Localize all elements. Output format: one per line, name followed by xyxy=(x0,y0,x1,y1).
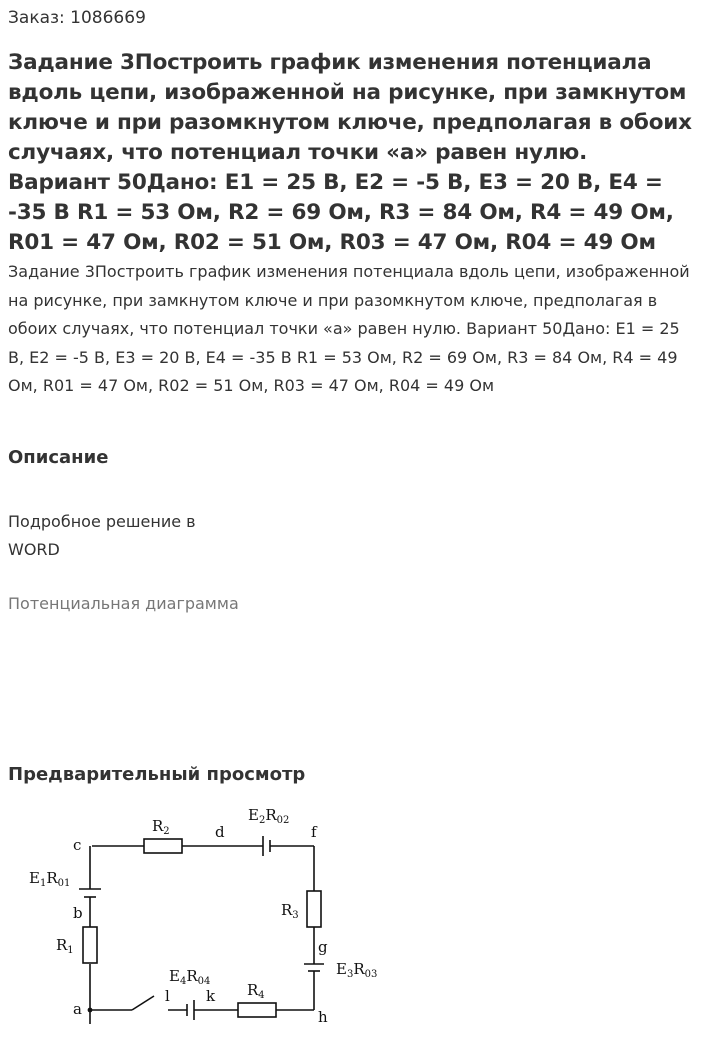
label-r4: $R_4$ xyxy=(247,981,265,1001)
order-number: Заказ: 1086669 xyxy=(8,8,146,28)
resistor-r3 xyxy=(307,891,321,927)
label-e4-r04: $E_4R_{04}$ xyxy=(169,967,211,987)
description-line-1: Подробное решение в xyxy=(8,512,196,531)
node-label-f: f xyxy=(311,823,317,841)
label-r3: $R_3$ xyxy=(281,901,299,921)
description-heading: Описание xyxy=(8,447,109,468)
label-e2-r02: $E_2R_{02}$ xyxy=(248,806,290,826)
node-label-h: h xyxy=(318,1008,328,1026)
label-r2: $R_2$ xyxy=(152,817,170,837)
label-r1: $R_1$ xyxy=(56,936,74,956)
label-e1-r01: $E_1R_{01}$ xyxy=(29,869,71,889)
switch-blade xyxy=(132,996,154,1010)
node-a-dot xyxy=(88,1008,93,1013)
description-muted: Потенциальная диаграмма xyxy=(8,594,239,613)
node-label-a: a xyxy=(73,1000,82,1018)
task-title: Задание 3Построить график изменения потенциала вдоль цепи, изображенной на рисунке, при замкнутом ключе и при разомкнутом ключе, предполагая в обоих случаях, что потенциал точки «а» равен нулю. Вариант 50Дано: E1 = 25 В, E2 = -5 В, E3 = 20 В, E4 = -35 В R1 = 53 Ом, R2 = 69 Ом, R3 = 84 Ом, R4 = 49 Ом, R01 = 47 Ом, R02 = 51 Ом, R03 = 47 Ом, R04 = 49 Ом xyxy=(8,50,692,255)
label-e3-r03: $E_3R_{03}$ xyxy=(336,960,378,980)
node-label-c: c xyxy=(73,836,82,854)
resistor-r2 xyxy=(144,839,182,853)
node-label-l: l xyxy=(165,987,170,1005)
description-line-2: WORD xyxy=(8,540,60,559)
circuit-diagram xyxy=(22,800,378,1030)
node-label-b: b xyxy=(73,904,83,922)
node-label-d: d xyxy=(215,823,225,841)
description-text xyxy=(8,508,196,564)
resistor-r4 xyxy=(238,1003,276,1017)
resistor-r1 xyxy=(83,927,97,963)
node-label-k: k xyxy=(206,987,216,1005)
task-body: Задание 3Построить график изменения потенциала вдоль цепи, изображенной на рисунке, при замкнутом ключе и при разомкнутом ключе, предполагая в обоих случаях, что потенциал точки «а» равен нулю. Вариант 50Дано: E1 = 25 В, E2 = -5 В, E3 = 20 В, E4 = -35 В R1 = 53 Ом, R2 = 69 Ом, R3 = 84 Ом, R4 = 49 Ом, R01 = 47 Ом, R02 = 51 Ом, R03 = 47 Ом, R04 = 49 Ом xyxy=(8,262,690,395)
preview-heading: Предварительный просмотр xyxy=(8,764,306,785)
node-label-g: g xyxy=(318,938,328,956)
